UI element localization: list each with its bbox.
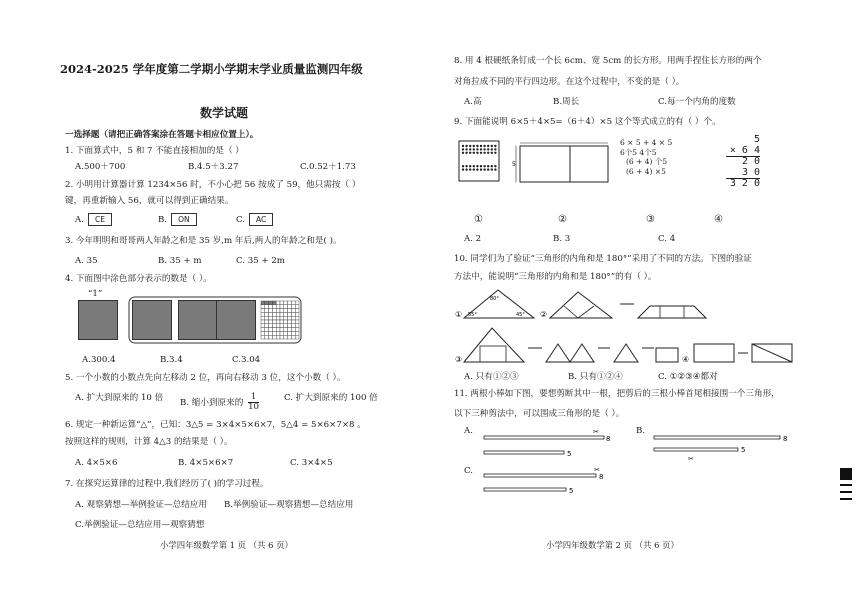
dot bbox=[483, 165, 485, 167]
dot bbox=[476, 148, 478, 150]
dot bbox=[462, 152, 464, 154]
q4-option-a[interactable]: A.300.4 bbox=[82, 355, 116, 365]
grid-cell bbox=[295, 331, 299, 335]
grid-cell bbox=[284, 305, 288, 309]
page-footer-1: 小学四年级数学第 1 页 （共 6 页） bbox=[160, 540, 293, 550]
dot bbox=[491, 148, 493, 150]
q11-option-a[interactable]: A. bbox=[464, 426, 473, 436]
q10-option-c[interactable]: C. ①②③④都对 bbox=[658, 372, 718, 382]
grid-cell bbox=[261, 316, 265, 320]
q10-line2: 方法中，能说明“三角形的内角和是 180°”的有（ ）。 bbox=[454, 272, 657, 282]
q9-option-b[interactable]: B. 3 bbox=[553, 234, 571, 244]
grid-cell bbox=[265, 331, 269, 335]
dot bbox=[487, 145, 489, 147]
grid-cell bbox=[272, 312, 276, 316]
dot bbox=[480, 152, 482, 154]
svg-text:45°: 45° bbox=[516, 312, 525, 318]
q3-text: 3. 今年明明和哥哥两人年龄之和是 35 岁,m 年后,两人的年龄之和是( )。 bbox=[65, 236, 342, 246]
section-heading: 一选择题（请把正确答案涂在答题卡相应位置上）。 bbox=[65, 130, 259, 140]
grid-cell bbox=[272, 328, 276, 332]
q11-option-c[interactable]: C. bbox=[464, 466, 474, 476]
grid-cell bbox=[291, 316, 295, 320]
scissors-icon: ✂ bbox=[688, 455, 694, 463]
grid-cell bbox=[295, 309, 299, 313]
grid-cell bbox=[272, 324, 276, 328]
q9-text: 9. 下面能说明 6×5＋4×5=（6＋4）×5 这个等式成立的有（ ）个。 bbox=[454, 117, 721, 127]
q8-option-b[interactable]: B.周长 bbox=[553, 97, 580, 107]
q5-option-a[interactable]: A. 扩大到原来的 10 倍 bbox=[75, 393, 164, 403]
dot bbox=[462, 145, 464, 147]
dot bbox=[494, 168, 496, 170]
grid-cell bbox=[276, 316, 280, 320]
dot bbox=[473, 165, 475, 167]
dot bbox=[465, 165, 467, 167]
dot bbox=[465, 148, 467, 150]
grid-cell bbox=[295, 324, 299, 328]
grid-cell bbox=[288, 328, 292, 332]
grid-cell bbox=[280, 312, 284, 316]
q6-line1: 6. 规定一种新运算“△”，已知：3△5 = 3×4×5×6×7，5△4 = 5×6×7×8 。 bbox=[65, 420, 366, 430]
dot bbox=[491, 152, 493, 154]
grid-cell bbox=[280, 301, 284, 305]
grid-cell bbox=[269, 316, 273, 320]
q10-option-b[interactable]: B. 只有①②④ bbox=[568, 372, 623, 382]
sticks-figure-c bbox=[476, 468, 636, 502]
dot bbox=[494, 165, 496, 167]
grid-cell bbox=[280, 331, 284, 335]
svg-text:8: 8 bbox=[783, 435, 788, 443]
grid-cell bbox=[291, 335, 295, 339]
dot bbox=[494, 148, 496, 150]
dot bbox=[476, 145, 478, 147]
dot bbox=[469, 148, 471, 150]
fig-num-4: ④ bbox=[682, 355, 690, 364]
svg-text:5: 5 bbox=[741, 446, 746, 454]
sticks-figure-a bbox=[476, 430, 636, 464]
q4-option-c[interactable]: C.3.04 bbox=[232, 355, 261, 365]
grid-cell bbox=[291, 331, 295, 335]
q8-line2: 对角拉成不同的平行四边形。在这个过程中，不变的是（ ）。 bbox=[454, 77, 685, 87]
q9-fig-num-3: ③ bbox=[646, 214, 655, 225]
dot bbox=[476, 165, 478, 167]
grid-cell bbox=[272, 316, 276, 320]
q3-option-c[interactable]: C. 35 + 2m bbox=[236, 256, 285, 266]
grid-cell bbox=[295, 335, 299, 339]
dot bbox=[491, 145, 493, 147]
on-key-icon: ON bbox=[171, 213, 197, 226]
grid-cell bbox=[261, 335, 265, 339]
grid-cell bbox=[295, 316, 299, 320]
grid-cell bbox=[288, 309, 292, 313]
grid-cell bbox=[288, 331, 292, 335]
grid-cell bbox=[284, 309, 288, 313]
sticks-figure-b bbox=[648, 430, 798, 464]
q9-option-a[interactable]: A. 2 bbox=[464, 234, 482, 244]
grid-cell bbox=[295, 328, 299, 332]
dot bbox=[473, 168, 475, 170]
fig-num-3: ③ bbox=[455, 355, 463, 364]
dot bbox=[494, 145, 496, 147]
q9-fig-num-2: ② bbox=[558, 214, 567, 225]
q3-option-a[interactable]: A. 35 bbox=[75, 256, 98, 266]
dot bbox=[465, 145, 467, 147]
svg-text:5: 5 bbox=[569, 487, 574, 495]
q7-text: 7. 在探究运算律的过程中,我们经历了( )的学习过程。 bbox=[65, 479, 269, 489]
dot bbox=[469, 145, 471, 147]
dot bbox=[473, 152, 475, 154]
exam-subtitle: 数学试题 bbox=[200, 106, 249, 120]
q8-option-c[interactable]: C.每一个内角的度数 bbox=[658, 97, 736, 107]
q10-line1: 10. 同学们为了验证“三角形的内角和是 180°”采用了不同的方法。下图的验证 bbox=[454, 254, 752, 264]
grid-cell bbox=[269, 320, 273, 324]
grid-cell bbox=[272, 320, 276, 324]
triangle-proof-figures bbox=[454, 286, 794, 370]
dot-array-figure bbox=[458, 140, 500, 182]
svg-text:80°: 80° bbox=[490, 296, 499, 302]
q6-line2: 按照这样的规则，计算 4△3 的结果是（ ）。 bbox=[65, 437, 233, 447]
dot bbox=[494, 152, 496, 154]
exam-title: 2024-2025 学年度第二学期小学期末学业质量监测四年级 bbox=[60, 62, 363, 76]
q2-line1: 2. 小明用计算器计算 1234×56 时，不小心把 56 按成了 59，他只需按（ ） bbox=[65, 180, 361, 190]
grid-cell bbox=[288, 324, 292, 328]
q5-option-c[interactable]: C. 扩大到原来的 100 倍 bbox=[284, 393, 378, 403]
grid-cell bbox=[284, 320, 288, 324]
dot bbox=[476, 152, 478, 154]
margin-mark-line-3 bbox=[840, 498, 852, 500]
grid-cell bbox=[288, 301, 292, 305]
grid-cell bbox=[276, 328, 280, 332]
grid-cell bbox=[288, 305, 292, 309]
grid-cell bbox=[276, 305, 280, 309]
grid-cell bbox=[276, 312, 280, 316]
grid-cell bbox=[280, 316, 284, 320]
grid-cell bbox=[280, 328, 284, 332]
ce-key-icon: CE bbox=[88, 213, 112, 226]
grid-cell bbox=[288, 320, 292, 324]
q11-line1: 11. 两根小棒如下图，要想剪断其中一根，把剪后的三根小棒首尾相接围一个三角形， bbox=[454, 389, 780, 399]
grid-cell bbox=[284, 328, 288, 332]
q7-option-a[interactable]: A. 观察猜想—举例验证—总结应用 bbox=[75, 500, 207, 510]
grid-cell bbox=[291, 309, 295, 313]
page-1 bbox=[40, 0, 420, 608]
rectangle-area-figure bbox=[512, 140, 612, 188]
grid-cell bbox=[272, 309, 276, 313]
dot bbox=[480, 165, 482, 167]
q1-text: 1. 下面算式中，5 和 7 不能直接相加的是（ ） bbox=[65, 146, 244, 156]
grid-cell bbox=[269, 309, 273, 313]
dot bbox=[480, 145, 482, 147]
grid-cell bbox=[265, 312, 269, 316]
grid-cell bbox=[265, 305, 269, 309]
dot bbox=[491, 168, 493, 170]
dot bbox=[462, 165, 464, 167]
grid-cell bbox=[261, 320, 265, 324]
grid-cell bbox=[284, 335, 288, 339]
dot bbox=[469, 168, 471, 170]
q2-option-c[interactable]: C. AC bbox=[236, 213, 273, 226]
q2-option-a[interactable]: A. CE bbox=[75, 213, 112, 226]
grid-cell bbox=[284, 316, 288, 320]
grid-cell bbox=[265, 301, 269, 305]
dot bbox=[462, 148, 464, 150]
dot bbox=[469, 165, 471, 167]
vertical-multiplication: 5 × 6 4 2 0 3 0 3 2 0 bbox=[726, 135, 760, 190]
q1-option-b[interactable]: B.4.5＋3.27 bbox=[188, 162, 239, 172]
grid-cell bbox=[291, 305, 295, 309]
grid-cell bbox=[272, 335, 276, 339]
q8-option-a[interactable]: A.高 bbox=[464, 97, 482, 107]
dot bbox=[465, 168, 467, 170]
grid-cell bbox=[265, 335, 269, 339]
grid-cell bbox=[280, 309, 284, 313]
grid-cell bbox=[280, 320, 284, 324]
margin-mark-block bbox=[840, 468, 852, 480]
grid-cell bbox=[265, 324, 269, 328]
q1-option-a[interactable]: A.500＋700 bbox=[75, 162, 126, 172]
margin-mark-line-2 bbox=[840, 491, 852, 493]
scissors-icon: ✂ bbox=[593, 430, 599, 436]
q2-option-b[interactable]: B. ON bbox=[158, 213, 197, 226]
grid-cell bbox=[291, 328, 295, 332]
grid-cell bbox=[261, 328, 265, 332]
grid-cell bbox=[261, 301, 265, 305]
grid-cell bbox=[272, 331, 276, 335]
q8-line1: 8. 用 4 根硬纸条钉成一个长 6cm、宽 5cm 的长方形。用两手捏住长方形的两个 bbox=[454, 56, 762, 66]
dot bbox=[487, 168, 489, 170]
q6-option-b[interactable]: B. 4×5×6×7 bbox=[178, 458, 234, 468]
dot bbox=[480, 148, 482, 150]
grid-cell bbox=[276, 324, 280, 328]
grid-cell bbox=[276, 335, 280, 339]
grid-cell bbox=[284, 324, 288, 328]
shaded-square-1 bbox=[78, 300, 118, 340]
dot bbox=[483, 148, 485, 150]
dot bbox=[487, 165, 489, 167]
svg-text:55°: 55° bbox=[468, 312, 477, 318]
grid-cell bbox=[280, 335, 284, 339]
fig-num-1: ① bbox=[455, 310, 463, 319]
grid-cell bbox=[276, 320, 280, 324]
q9-option-c[interactable]: C. 4 bbox=[658, 234, 676, 244]
grid-cell bbox=[261, 324, 265, 328]
page-footer-2: 小学四年级数学第 2 页 （共 6 页） bbox=[546, 540, 679, 550]
q11-option-b[interactable]: B. bbox=[636, 426, 646, 436]
grid-cell bbox=[265, 320, 269, 324]
fig-num-2: ② bbox=[540, 310, 548, 319]
grid-cell bbox=[272, 305, 276, 309]
grid-cell bbox=[295, 312, 299, 316]
q6-option-c[interactable]: C. 3×4×5 bbox=[290, 458, 333, 468]
svg-text:5: 5 bbox=[567, 450, 572, 458]
grid-cell bbox=[291, 312, 295, 316]
dot bbox=[487, 152, 489, 154]
grid-cell bbox=[269, 335, 273, 339]
fraction: $\frac{1}{10}$ bbox=[248, 392, 260, 412]
svg-text:8: 8 bbox=[606, 435, 611, 443]
grid-cell bbox=[280, 305, 284, 309]
q1-option-c[interactable]: C.0.52＋1.73 bbox=[300, 162, 356, 172]
ac-key-icon: AC bbox=[249, 213, 273, 226]
grid-cell bbox=[284, 301, 288, 305]
grid-cell bbox=[272, 301, 276, 305]
grid-cell bbox=[295, 320, 299, 324]
grid-cell bbox=[261, 309, 265, 313]
dot bbox=[462, 168, 464, 170]
grid-cell bbox=[269, 324, 273, 328]
q4-text: 4. 下面图中涂色部分表示的数是（ ）。 bbox=[65, 274, 212, 284]
grid-cell bbox=[291, 301, 295, 305]
grid-cell bbox=[269, 328, 273, 332]
grid-cell bbox=[269, 305, 273, 309]
dot bbox=[487, 148, 489, 150]
dot bbox=[491, 165, 493, 167]
q11-line2: 以下三种剪法中，可以围成三角形的是（ ）。 bbox=[454, 409, 625, 419]
q2-line2: 键，再重新输入 56，就可以得到正确结果。 bbox=[65, 196, 234, 206]
grid-cell bbox=[265, 309, 269, 313]
margin-mark-line-1 bbox=[840, 484, 852, 486]
grid-cell bbox=[284, 312, 288, 316]
q3-option-b[interactable]: B. 35 + m bbox=[158, 256, 202, 266]
grid-cell bbox=[288, 316, 292, 320]
grid-cell bbox=[261, 331, 265, 335]
hundredths-grid bbox=[260, 300, 300, 340]
dot bbox=[476, 168, 478, 170]
q9-fig-num-4: ④ bbox=[714, 214, 723, 225]
grid-cell bbox=[261, 305, 265, 309]
q6-option-a[interactable]: A. 4×5×6 bbox=[75, 458, 118, 468]
q7-option-c[interactable]: C.举例验证—总结应用—观察猜想 bbox=[75, 520, 205, 530]
grid-cell bbox=[291, 324, 295, 328]
dot bbox=[480, 168, 482, 170]
q4-unit-label: “1” bbox=[88, 289, 103, 299]
grid-cell bbox=[261, 312, 265, 316]
grid-cell bbox=[284, 331, 288, 335]
grid-cell bbox=[295, 305, 299, 309]
dot bbox=[473, 145, 475, 147]
grid-cell bbox=[269, 301, 273, 305]
grid-cell bbox=[276, 331, 280, 335]
q9-fig-num-1: ① bbox=[474, 214, 483, 225]
dot bbox=[483, 168, 485, 170]
dot bbox=[473, 148, 475, 150]
rect-side-label: 5 bbox=[512, 161, 516, 168]
grid-cell bbox=[265, 316, 269, 320]
grid-cell bbox=[288, 312, 292, 316]
grid-cell bbox=[276, 309, 280, 313]
dot bbox=[483, 152, 485, 154]
grid-cell bbox=[288, 335, 292, 339]
grid-cell bbox=[269, 331, 273, 335]
q5-text: 5. 一个小数的小数点先向左移动 2 位，再向右移动 3 位，这个小数（ ）。 bbox=[65, 373, 346, 383]
grid-cell bbox=[295, 301, 299, 305]
distributive-figure: 6 × 5 + 4 × 5 6个5 4个5 (6 + 4) 个5 (6 + 4) ×5 bbox=[620, 138, 673, 176]
page-2 bbox=[448, 0, 800, 608]
q4-option-b[interactable]: B.3.4 bbox=[160, 355, 183, 365]
dot bbox=[465, 152, 467, 154]
dot bbox=[469, 152, 471, 154]
scissors-icon: ✂ bbox=[594, 468, 600, 474]
grid-cell bbox=[269, 312, 273, 316]
q7-option-b[interactable]: B.举例验证—观察猜想—总结应用 bbox=[224, 500, 354, 510]
grid-cell bbox=[291, 320, 295, 324]
grid-cell bbox=[265, 328, 269, 332]
q10-option-a[interactable]: A. 只有①②③ bbox=[464, 372, 519, 382]
svg-text:8: 8 bbox=[599, 473, 604, 481]
grid-cell bbox=[276, 301, 280, 305]
dot bbox=[483, 145, 485, 147]
q5-option-b[interactable]: B. 缩小到原来的 $\frac{1}{10}$ bbox=[180, 392, 260, 412]
grid-cell bbox=[280, 324, 284, 328]
